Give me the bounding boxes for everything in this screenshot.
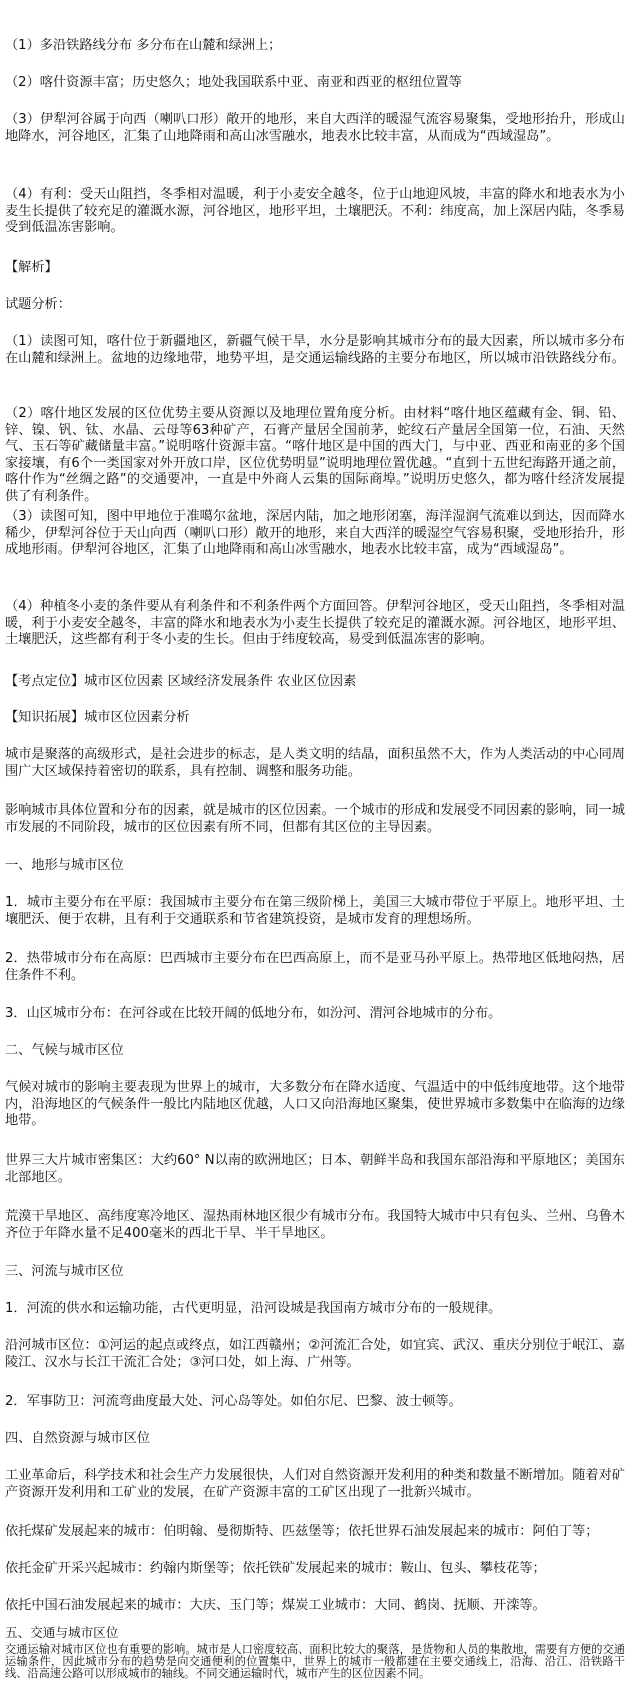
answer-1: （1）多沿铁路线分布 多分布在山麓和绿洲上；: [5, 38, 282, 53]
analysis-paragraph-2: （2）喀什地区发展的区位优势主要从资源以及地理位置角度分析。由材料“喀什地区蕴藏有金、铜、铅、锌、镍、钒、钛、水晶、云母等63种矿产，石膏产量居全国前茅，蛇纹石产量居全国第一位，石油、天然气、玉石等矿藏储量丰富。”说明喀什资源丰富。“喀什地区是中国的西大门，与中亚、西亚和南亚的多个国家接壤，有6个一类国家对外开放口岸，区位优势明显”说明地理位置优越。“直到十五世纪海路开通之前，喀什作为“丝绸之路”的交通要冲，一直是中外商人云集的国际商埠。”说明历史悠久，都为喀什经济发展提供了有利条件。: [5, 406, 625, 504]
section-4-paragraph-2: 依托煤矿发展起来的城市：伯明翰、曼彻斯特、匹兹堡等；依托世界石油发展起来的城市：阿伯丁等；: [5, 1524, 599, 1539]
section-3-title: 三、河流与城市区位: [5, 1264, 124, 1279]
extension-intro-2: 影响城市具体位置和分布的因素，就是城市的区位因素。一个城市的形成和发展受不同因素的影响，同一城市发展的不同阶段，城市的区位因素有所不同，但都有其区位的主导因素。: [5, 803, 625, 835]
section-2-title: 二、气候与城市区位: [5, 1043, 124, 1058]
section-3-paragraph-1: 1．河流的供水和运输功能，古代更明显，沿河设城是我国南方城市分布的一般规律。: [5, 1301, 502, 1316]
analysis-paragraph-3: （3）读图可知，图中甲地位于准噶尔盆地，深居内陆，加之地形闭塞，海洋湿润气流难以到达，因而降水稀少，伊犁河谷位于天山向西（喇叭口形）敞开的地形，来自大西洋的暖湿空气容易积聚，受地形抬升，形成地形雨。伊犁河谷地区，汇集了山地降雨和高山冰雪融水，地表水比较丰富，成为“西域湿岛”。: [5, 509, 625, 557]
section-3-paragraph-3: 2．军事防卫：河流弯曲度最大处、河心岛等处。如伯尔尼、巴黎、波士顿等。: [5, 1394, 462, 1409]
section-2-paragraph-2: 世界三大片城市密集区：大约60° N以南的欧洲地区；日本、朝鲜半岛和我国东部沿海和平原地区；美国东北部地区。: [5, 1153, 625, 1185]
answer-2: （2）喀什资源丰富；历史悠久；地处我国联系中亚、南亚和西亚的枢纽位置等: [5, 75, 462, 90]
analysis-paragraph-1: （1）读图可知，喀什位于新疆地区，新疆气候干旱，水分是影响其城市分布的最大因素，所以城市多分布在山麓和绿洲上。盆地的边缘地带，地势平坦，是交通运输线路的主要分布地区，所以城市沿铁路线分布。: [5, 334, 625, 366]
extension-heading: 【知识拓展】城市区位因素分析: [5, 710, 190, 725]
section-4-paragraph-4: 依托中国石油发展起来的城市：大庆、玉门等；煤炭工业城市：大同、鹤岗、抚顺、开滦等。: [5, 1598, 546, 1613]
section-5-title: 五、交通与城市区位: [5, 1625, 119, 1640]
section-2-paragraph-1: 气候对城市的影响主要表现为世界上的城市，大多数分布在降水适度、气温适中的中低纬度地带。这个地带内，沿海地区的气候条件一般比内陆地区优越，人口又向沿海地区聚集，使世界城市多数集中在临海的边缘地带。: [5, 1080, 625, 1128]
section-2-paragraph-3: 荒漠干旱地区、高纬度寒冷地区、湿热雨林地区很少有城市分布。我国特大城市中只有包头、兰州、乌鲁木齐位于年降水量不足400毫米的西北干旱、半干旱地区。: [5, 1209, 625, 1241]
section-5-paragraph-1: 交通运输对城市区位也有重要的影响。城市是人口密度较高、面积比较大的聚落，是货物和人员的集散地，需要有方便的交通运输条件，因此城市分布的趋势是向交通便利的位置集中，世界上的城市一般都建在主要交通线上，沿海、沿江、沿铁路干线、沿高速公路可以形成城市的轴线。不同交通运输时代，城市产生的区位因素不同。: [5, 1643, 625, 1680]
section-1-paragraph-2: 2．热带城市分布在高原：巴西城市主要分布在巴西高原上，而不是亚马孙平原上。热带地区低地闷热，居住条件不利。: [5, 951, 625, 983]
section-4-paragraph-1: 工业革命后，科学技术和社会生产力发展很快，人们对自然资源开发利用的种类和数量不断增加。随着对矿产资源开发利用和工矿业的发展，在矿产资源丰富的工矿区出现了一批新兴城市。: [5, 1468, 625, 1500]
analysis-heading: 【解析】: [5, 260, 58, 275]
section-3-paragraph-2: 沿河城市区位：①河运的起点或终点，如江西赣州；②河流汇合处，如宜宾、武汉、重庆分别位于岷江、嘉陵江、汉水与长江干流汇合处；③河口处，如上海、广州等。: [5, 1338, 625, 1370]
analysis-intro: 试题分析：: [5, 297, 71, 312]
analysis-paragraph-4: （4）种植冬小麦的条件要从有利条件和不利条件两个方面回答。伊犁河谷地区，受天山阻挡，冬季相对温暖，利于小麦安全越冬，丰富的降水和地表水为小麦生长提供了较充足的灌溉水源。河谷地区，地形平坦、土壤肥沃，这些都有利于冬小麦的生长。但由于纬度较高，易受到低温冻害的影响。: [5, 599, 625, 647]
answer-4: （4）有利：受天山阻挡，冬季相对温暖，利于小麦安全越冬，位于山地迎风坡，丰富的降水和地表水为小麦生长提供了较充足的灌溉水源，河谷地区，地形平坦，土壤肥沃。不利：纬度高，加上深居内陆，冬季易受到低温冻害影响。: [5, 187, 625, 235]
section-4-paragraph-3: 依托金矿开采兴起城市：约翰内斯堡等；依托铁矿发展起来的城市：鞍山、包头、攀枝花等；: [5, 1561, 546, 1576]
section-1-paragraph-1: 1．城市主要分布在平原：我国城市主要分布在第三级阶梯上，美国三大城市带位于平原上。地形平坦、土壤肥沃、便于农耕，且有利于交通联系和节省建筑投资，是城市发育的理想场所。: [5, 895, 625, 927]
answer-3: （3）伊犁河谷属于向西（喇叭口形）敞开的地形，来自大西洋的暖湿气流容易聚集，受地形抬升，形成山地降水，河谷地区，汇集了山地降雨和高山冰雪融水，地表水比较丰富，从而成为“西域湿岛”。: [5, 112, 625, 144]
section-1-title: 一、地形与城市区位: [5, 858, 124, 873]
section-1-paragraph-3: 3．山区城市分布：在河谷或在比较开阔的低地分布，如汾河、渭河谷地城市的分布。: [5, 1006, 502, 1021]
extension-intro-1: 城市是聚落的高级形式，是社会进步的标志，是人类文明的结晶，面积虽然不大，作为人类活动的中心同周围广大区域保持着密切的联系，具有控制、调整和服务功能。: [5, 747, 625, 779]
section-4-title: 四、自然资源与城市区位: [5, 1431, 151, 1446]
kaodian-line: 【考点定位】城市区位因素 区域经济发展条件 农业区位因素: [5, 674, 357, 689]
